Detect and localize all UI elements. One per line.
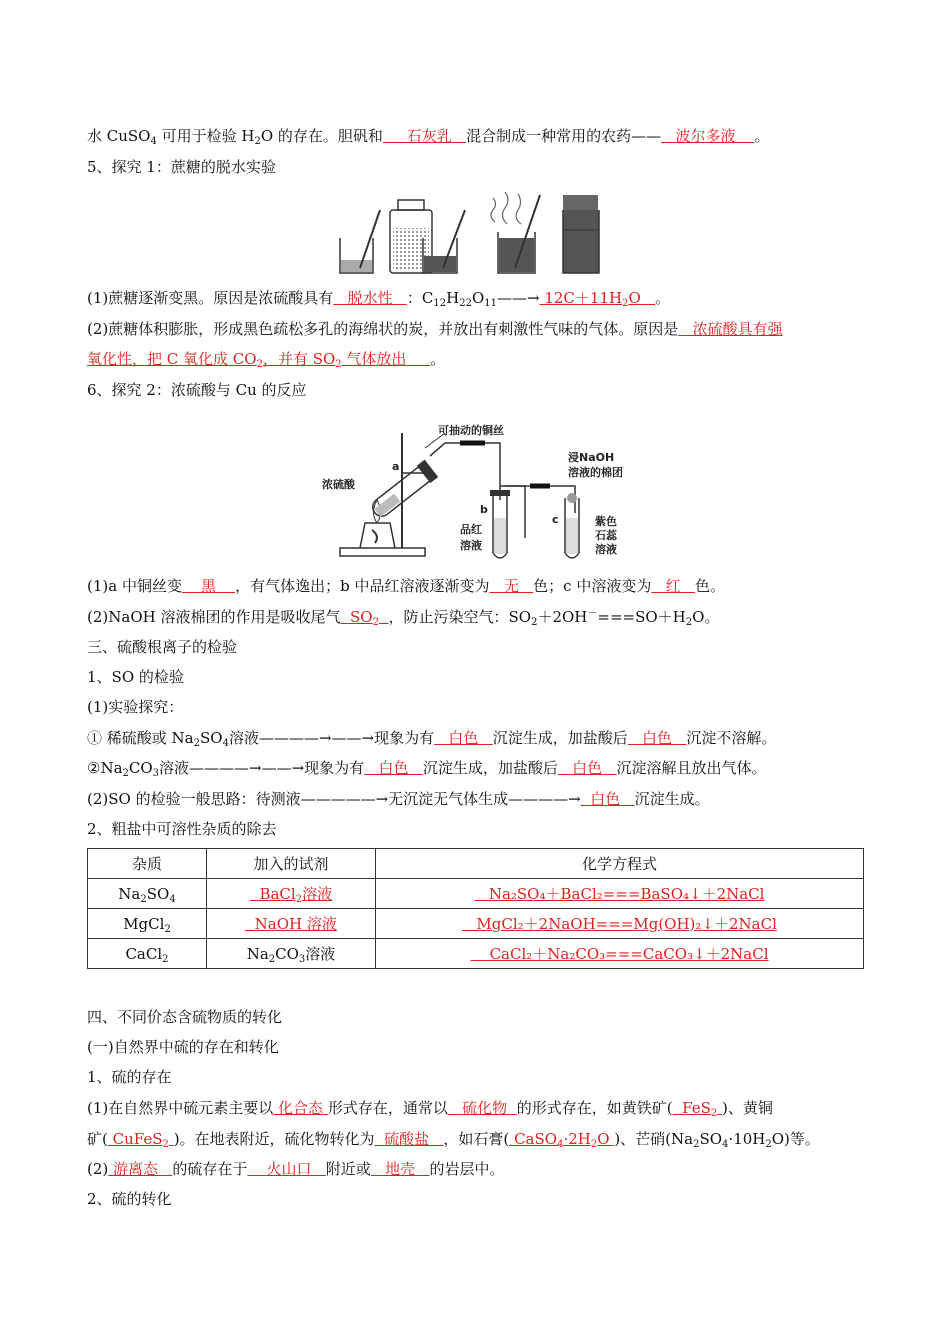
table-header-row <box>88 849 864 879</box>
text-line: (1)a 中铜丝变 黑 ，有气体逸出；b 中品红溶液逐渐变为 无 色；c 中溶液变为 红 色。 <box>87 577 725 595</box>
section-heading: 四、不同价态含硫物质的转化 <box>87 1008 283 1026</box>
answer-blank: 化合态 <box>278 1099 324 1117</box>
figure-label: 溶液 <box>595 543 617 556</box>
answer-blank: 地壳 <box>385 1160 416 1178</box>
answer-blank: 游离态 <box>113 1160 159 1178</box>
answer-blank: 白色 <box>378 759 409 777</box>
copper-reaction-figure <box>320 418 640 563</box>
table-cell: BaCl$_2$溶液 <box>207 879 376 909</box>
answer-blank: $12C+11H_2O$ <box>544 289 641 309</box>
figure-label: 品红 <box>460 523 482 536</box>
answer-blank: 红 <box>665 577 681 595</box>
figure-label: 紫色 <box>595 515 617 528</box>
figure-label: 溶液的棉团 <box>568 466 623 479</box>
table-header: 化学方程式 <box>376 849 864 879</box>
table-cell: MgCl$_2$ <box>88 909 207 939</box>
beaker-icon <box>563 195 599 273</box>
section-heading: 1、SO 的检验 <box>87 668 184 686</box>
figure-label: 可抽动的铜丝 <box>438 424 504 437</box>
answer-blank: 硫化物 <box>462 1099 508 1117</box>
table-cell: NaOH 溶液 <box>207 909 376 939</box>
figure-label: c <box>552 513 559 526</box>
text-line: (2)蔗糖体积膨胀，形成黑色疏松多孔的海绵状的炭，并放出有刺激性气味的气体。原因是 浓硫酸具有强 <box>87 320 783 338</box>
table-row <box>88 939 864 969</box>
text-line: 水 CuSO$_4$ 可用于检验 $H_2O$ 的存在。胆矾和 石灰乳 混合制成一种常用的农药—— 波尔多液 。 <box>87 127 770 147</box>
table-cell: $Na_2CO_3$溶液 <box>207 939 376 969</box>
text-line: 氧化性，把 C 氧化成 $CO_2$，并有 $SO_2$ 气体放出 。 <box>87 350 446 370</box>
answer-blank: 白色 <box>642 729 673 747</box>
section-heading: 2、硫的转化 <box>87 1190 172 1208</box>
figure-label: 石蕊 <box>595 529 617 542</box>
section-heading: 5、探究 1：蔗糖的脱水实验 <box>87 158 276 176</box>
answer-blank: 氧化性，把 C 氧化成 $CO_2$，并有 $SO_2$ 气体放出 <box>87 350 407 370</box>
figure-label: 浓硫酸 <box>322 478 355 491</box>
table-cell: $Na_2SO_4$ <box>88 879 207 909</box>
text-line: (1)实验探究： <box>87 698 184 716</box>
text-line: (1)蔗糖逐渐变黑。原因是浓硫酸具有 脱水性 ：$C_{12}H_{22}O_{11}——\to 12C+11H_2O$ 。 <box>87 289 671 309</box>
answer-blank: 白色 <box>448 729 479 747</box>
answer-blank: 火山口 <box>266 1160 312 1178</box>
answer-blank: $SO_2$ <box>350 608 379 628</box>
answer-blank: 白色 <box>590 790 621 808</box>
section-heading: 1、硫的存在 <box>87 1068 172 1086</box>
beaker-icon <box>340 210 380 273</box>
answer-blank: 黑 <box>201 577 217 595</box>
answer-blank: FeS$_2$ <box>682 1099 718 1119</box>
section-heading: 三、硫酸根离子的检验 <box>87 638 238 656</box>
answer-blank: $CaSO_4\cdot 2H_2O$ <box>514 1130 610 1150</box>
text-line: (2)SO 的检验一般思路：待测液—————→无沉淀无气体生成————→ 白色 沉淀生成。 <box>87 790 710 808</box>
table-header: 加入的试剂 <box>207 849 376 879</box>
answer-blank: 白色 <box>572 759 603 777</box>
answer-blank: 硫酸盐 <box>384 1130 430 1148</box>
section-heading: 6、探究 2：浓硫酸与 Cu 的反应 <box>87 381 307 399</box>
answer-blank: CuFeS$_2$ <box>112 1130 169 1150</box>
beaker-icon <box>423 210 465 273</box>
figure-label: 溶液 <box>460 539 482 552</box>
answer-blank: 波尔多液 <box>675 127 736 145</box>
table-cell: CaCl₂＋Na₂CO₃===CaCO₃↓＋2NaCl <box>376 939 864 969</box>
impurity-table <box>87 848 864 969</box>
figure-label: a <box>392 460 400 473</box>
text-line: $②Na_2CO_3$溶液————→——→现象为有 白色 沉淀生成，加盐酸后 白色 沉淀溶解且放出气体。 <box>87 759 767 779</box>
figure-label: b <box>480 503 488 516</box>
table-header: 杂质 <box>88 849 207 879</box>
answer-blank: 脱水性 <box>347 289 393 307</box>
figure-label: 浸NaOH <box>568 451 615 464</box>
answer-blank: 无 <box>503 577 519 595</box>
table-cell: CaCl$_2$ <box>88 939 207 969</box>
text-line: ① 稀硫酸或 $Na_2SO_4$溶液————→——→现象为有 白色 沉淀生成，加盐酸后 白色 沉淀不溶解。 <box>87 729 777 749</box>
text-line: (1)在自然界中硫元素主要以 化合态 形式存在，通常以 硫化物 的形式存在，如黄铁矿( FeS$_2$ )、黄铜 <box>87 1099 773 1119</box>
section-heading: 2、粗盐中可溶性杂质的除去 <box>87 820 277 838</box>
beaker-icon <box>491 192 540 273</box>
answer-blank: 浓硫酸具有强 <box>692 320 783 338</box>
table-row <box>88 909 864 939</box>
table-cell: MgCl₂＋2NaOH===Mg(OH)₂↓＋2NaCl <box>376 909 864 939</box>
answer-blank: 石灰乳 <box>406 127 452 145</box>
sucrose-experiment-figure <box>335 190 605 276</box>
section-heading: (一)自然界中硫的存在和转化 <box>87 1038 279 1056</box>
text-line: (2)NaOH 溶液棉团的作用是吸收尾气 $SO_2$ ，防止污染空气：$SO_2+2OH^-===SO+H_2O$。 <box>87 608 720 628</box>
text-line: 矿( CuFeS$_2$ )。在地表附近，硫化物转化为 硫酸盐 ，如石膏( $CaSO_4\cdot 2H_2O$ )、芒硝$(Na_2SO_4\cdot 10H_2O)$等。 <box>87 1130 820 1150</box>
text-line: (2) 游离态 的硫存在于 火山口 附近或 地壳 的岩层中。 <box>87 1160 505 1178</box>
table-row <box>88 879 864 909</box>
table-cell: Na₂SO₄＋BaCl₂===BaSO₄↓＋2NaCl <box>376 879 864 909</box>
